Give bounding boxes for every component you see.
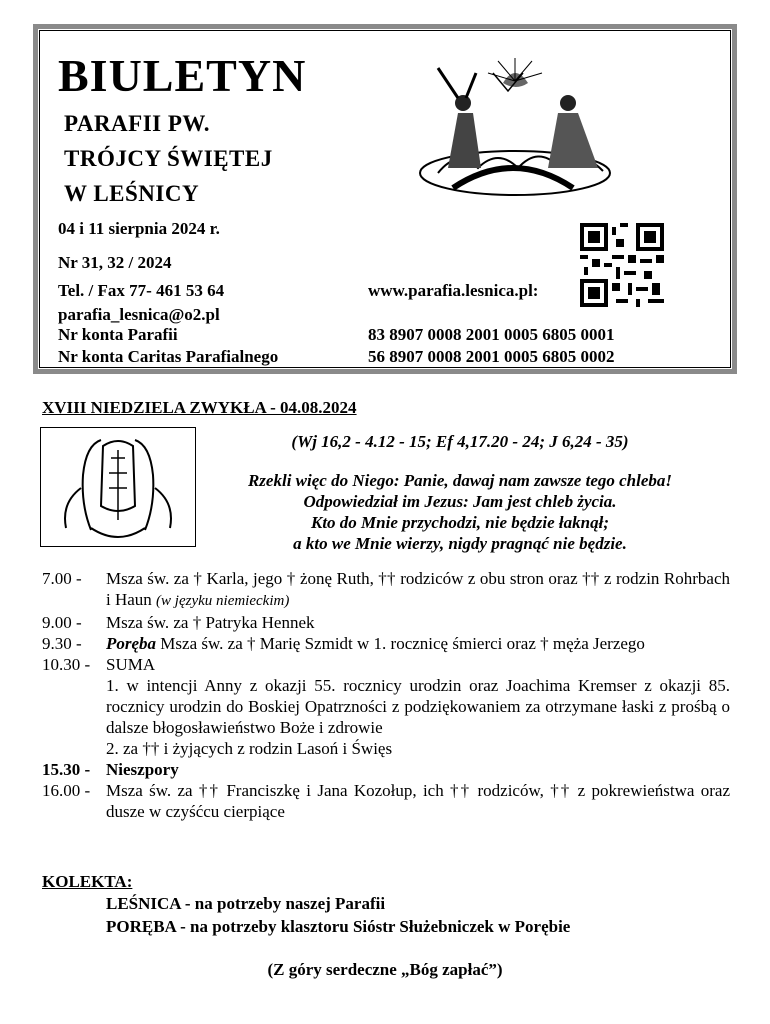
parish-subtitle-1: PARAFII PW. xyxy=(64,111,211,136)
mass-intention: Msza św. za †† Franciszkę i Jana Kozołup, ich †† rodziców, †† z pokrewieństwa oraz dusze w czyśćcu cierpiące xyxy=(106,781,730,821)
mass-time: 10.30 - xyxy=(42,655,91,674)
quote-line: a kto we Mnie wierzy, nigdy pragnąć nie będzie. xyxy=(293,534,627,553)
mass-intention: Poręba Msza św. za † Marię Szmidt w 1. rocznicę śmierci oraz † męża Jerzego xyxy=(106,634,645,653)
caritas-account-label: Nr konta Caritas Parafialnego xyxy=(58,347,279,366)
schedule-row xyxy=(42,612,730,633)
thanks-note: (Z góry serdeczne „Bóg zapłać”) xyxy=(267,960,503,979)
gospel-quote xyxy=(200,470,720,554)
schedule-row xyxy=(42,633,730,654)
liturgy-readings: (Wj 16,2 - 4.12 - 15; Ef 4,17.20 - 24; J 6,24 - 35) xyxy=(291,432,629,451)
mass-time: 7.00 - xyxy=(42,569,82,588)
schedule-row xyxy=(42,780,730,822)
praying-hands-box xyxy=(40,427,196,547)
mass-time: 9.30 - xyxy=(42,634,82,653)
vespers: Nieszpory xyxy=(106,760,179,779)
bulletin-header xyxy=(33,24,737,374)
bulletin-date: 04 i 11 sierpnia 2024 r. xyxy=(58,219,220,238)
mass-intention: Msza św. za † Patryka Hennek xyxy=(106,613,315,632)
quote-line: Rzekli więc do Niego: Panie, dawaj nam zawsze tego chleba! xyxy=(247,471,673,490)
language-note: (w języku niemieckim) xyxy=(156,593,290,609)
mass-time: 16.00 - xyxy=(42,781,91,800)
quote-line: Kto do Mnie przychodzi, nie będzie łaknął; xyxy=(311,513,609,532)
collection-title: KOLEKTA: xyxy=(42,872,133,891)
email-address: parafia_lesnica@o2.pl xyxy=(58,305,220,324)
mass-place: Poręba xyxy=(106,634,157,653)
phone-fax: Tel. / Fax 77- 461 53 64 xyxy=(58,281,225,300)
mass-intention: 1. w intencji Anny z okazji 55. rocznicy urodzin oraz Joachima Kremser z okazji 85. rocznicy urodzin do Boskiej Opatrzności z podziękowaniem za otrzymane łaski z prośbą o dalsze błogosławieństwo Boże i zdrowie xyxy=(106,676,730,737)
parish-subtitle-3: W LEŚNICY xyxy=(64,181,200,206)
mass-time: 9.00 - xyxy=(42,613,82,632)
parish-subtitle-2: TRÓJCY ŚWIĘTEJ xyxy=(64,146,273,171)
website-link[interactable]: www.parafia.lesnica.pl: xyxy=(368,281,539,300)
schedule-row xyxy=(42,759,730,780)
sunday-title: XVIII NIEDZIELA ZWYKŁA - 04.08.2024 xyxy=(42,398,357,417)
mass-schedule xyxy=(42,568,730,822)
holy-trinity-illustration-icon xyxy=(408,53,623,198)
mass-intention: 2. za †† i żyjących z rodzin Lasoń i Święs xyxy=(106,739,393,758)
bulletin-number: Nr 31, 32 / 2024 xyxy=(58,253,172,272)
caritas-account-number: 56 8907 0008 2001 0005 6805 0002 xyxy=(368,347,615,366)
bulletin-title: BIULETYN xyxy=(58,50,307,101)
collection-poreba: PORĘBA - na potrzeby klasztoru Sióstr Służebniczek w Porębie xyxy=(106,917,571,936)
praying-hands-icon xyxy=(41,428,195,546)
qr-code-icon[interactable] xyxy=(580,223,664,307)
parish-account-number: 83 8907 0008 2001 0005 6805 0001 xyxy=(368,325,615,344)
schedule-row xyxy=(42,568,730,612)
mass-time: 15.30 - xyxy=(42,760,91,779)
quote-line: Odpowiedział im Jezus: Jam jest chleb życia. xyxy=(303,492,617,511)
mass-title: SUMA xyxy=(106,655,156,674)
schedule-row xyxy=(42,654,730,675)
parish-account-label: Nr konta Parafii xyxy=(58,325,178,344)
collection-lesnica: LEŚNICA - na potrzeby naszej Parafii xyxy=(106,894,386,913)
mass-intention: Msza św. za † Karla, jego † żonę Ruth, †† rodziców z obu stron oraz †† z rodzin Rohrbach i Haun (w języku niemieckim) xyxy=(106,569,730,609)
